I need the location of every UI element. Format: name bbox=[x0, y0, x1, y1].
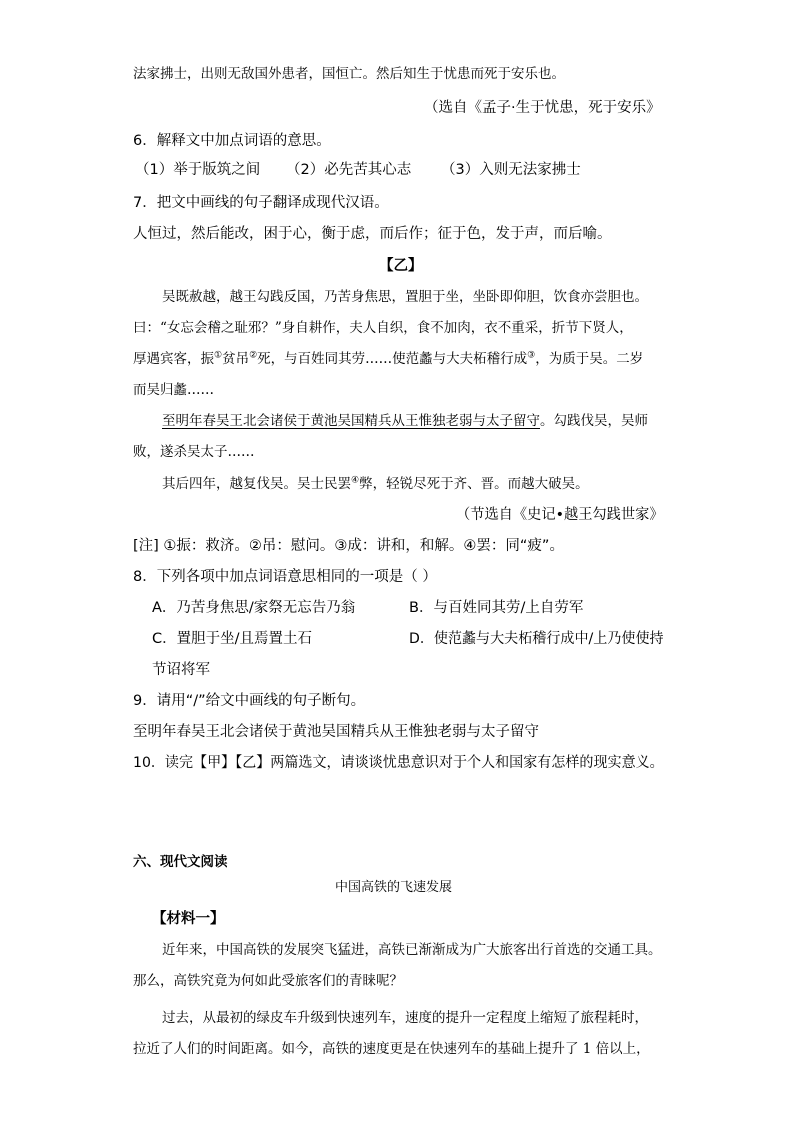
note-marker: ④ bbox=[351, 475, 360, 486]
question-10-stem: 10．读完【甲】【乙】两篇选文，请谈谈忧患意识对于个人和国家有怎样的现实意义。 bbox=[133, 755, 664, 771]
question-6-item-1: （1）举于版筑之间 bbox=[135, 162, 261, 178]
question-8-option-b: B．与百姓同其劳/上自劳军 bbox=[409, 600, 584, 616]
question-7-stem: 7．把文中画线的句子翻译成现代汉语。 bbox=[133, 195, 389, 211]
question-8-option-a: A．乃苦身焦思/家祭无忘告乃翁 bbox=[152, 600, 356, 616]
material-1-label: 【材料一】 bbox=[152, 911, 225, 927]
question-6-stem: 6．解释文中加点词语的意思。 bbox=[133, 133, 331, 149]
question-7-sentence: 人恒过，然后能改，困于心，衡于虑，而后作；征于色，发于声，而后喻。 bbox=[133, 226, 612, 242]
article-line: 近年来，中国高铁的发展突飞猛进，高铁已渐渐成为广大旅客出行首选的交通工具。 bbox=[162, 942, 662, 958]
article-line: 那么，高铁究竟为何如此受旅客们的青睐呢？ bbox=[133, 973, 403, 989]
article-line: 过去，从最初的绿皮车升级到快速列车，速度的提升一定程度上缩短了旅程耗时， bbox=[162, 1010, 648, 1026]
question-8-option-c: C．置胆于坐/且焉置土石 bbox=[152, 631, 313, 647]
passage-yi-line: 败，遂杀吴太子…… bbox=[133, 444, 255, 460]
question-9-sentence: 至明年春吴王北会诸侯于黄池吴国精兵从王惟独老弱与太子留守 bbox=[133, 724, 539, 740]
passage-yi-line: 而吴归蠡…… bbox=[133, 382, 214, 398]
passage-yi-heading: 【乙】 bbox=[379, 258, 423, 274]
passage-yi-source: （节选自《史记•越王勾践世家》 bbox=[456, 507, 664, 523]
jia-source: （选自《孟子·生于忧患，死于安乐》 bbox=[424, 100, 661, 116]
underlined-sentence: 至明年春吴王北会诸侯于黄池吴国精兵从王惟独老弱与太子留守 bbox=[162, 413, 540, 429]
note-marker: ② bbox=[249, 350, 258, 361]
article-line: 拉近了人们的时间距离。如今，高铁的速度更是在快速列车的基础上提升了 1 倍以上， bbox=[133, 1041, 650, 1057]
section-6-heading: 六、现代文阅读 bbox=[133, 854, 228, 870]
question-8-stem: 8．下列各项中加点词语意思相同的一项是（ ） bbox=[133, 569, 437, 585]
question-9-stem: 9．请用“/”给文中画线的句子断句。 bbox=[133, 693, 366, 709]
passage-yi-notes: [注] ①振：救济。②吊：慰问。③成：讲和，和解。④罢：同“疲”。 bbox=[133, 538, 564, 554]
passage-yi-line: 厚遇宾客，振①贫吊②死，与百姓同其劳……使范蠡与大夫柘稽行成③，为质于吴。二岁 bbox=[133, 350, 644, 367]
question-8-option-d-cont: 节诏将军 bbox=[152, 662, 210, 678]
jia-text-line: 法家拂士，出则无敌国外患者，国恒亡。然后知生于忧患而死于安乐也。 bbox=[133, 66, 565, 82]
passage-yi-line: 至明年春吴王北会诸侯于黄池吴国精兵从王惟独老弱与太子留守。勾践伐吴，吴师 bbox=[162, 413, 648, 429]
passage-yi-line: 曰：“女忘会稽之耻邪？”身自耕作，夫人自织，食不加肉，衣不重采，折节下贤人， bbox=[133, 320, 633, 336]
question-6-item-3: （3）入则无法家拂士 bbox=[441, 162, 581, 178]
note-marker: ① bbox=[214, 350, 223, 361]
article-title: 中国高铁的飞速发展 bbox=[335, 880, 453, 895]
passage-yi-line: 吴既赦越，越王勾践反国，乃苦身焦思，置胆于坐，坐卧即仰胆，饮食亦尝胆也。 bbox=[162, 289, 648, 305]
question-8-option-d: D．使范蠡与大夫柘稽行成中/上乃使使持 bbox=[409, 631, 664, 647]
note-marker: ③ bbox=[527, 350, 536, 361]
passage-yi-line: 其后四年，越复伐吴。吴士民罢④弊，轻锐尽死于齐、晋。而越大破吴。 bbox=[162, 475, 589, 492]
question-6-item-2: （2）必先苦其心志 bbox=[286, 162, 412, 178]
